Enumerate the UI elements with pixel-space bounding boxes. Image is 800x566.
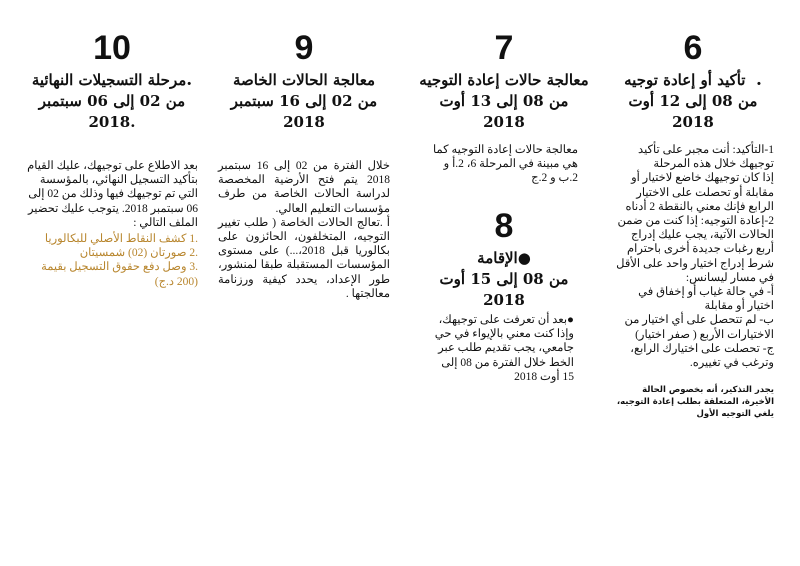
title-line-2: من 08 إلى 15 أوت 2018 xyxy=(439,270,569,309)
step-number: 6 xyxy=(683,29,703,67)
list-item: .3 وصل دفع حقوق التسجيل بقيمة (200 د.ج) xyxy=(41,261,198,288)
step-body: معالجة حالات إعادة التوجيه كما هي مبينة في المرحلة 6، 2.أ و 2.ب و 2.ج xyxy=(433,144,578,185)
step-body xyxy=(218,159,390,301)
title-bullet: . xyxy=(186,70,193,90)
title-line-2: من 08 إلى 12 أوت 2018 xyxy=(628,92,758,131)
paragraph: ج- تحصلت على اختيارك الرابع، وترغب في تغييره. xyxy=(630,342,774,370)
step-number: 8 xyxy=(494,207,514,245)
step-body xyxy=(612,143,774,370)
title-bullet: ● xyxy=(517,249,531,267)
paragraph: أ .تعالج الحالات الخاصة ( طلب تغيير التوجيه، المتخلفون، الحائزون على بكالوريا قبل 2018،...) على مستوى المؤسسات المستقبلة طبقا لمنشور، طور الإعداد، يحدد كيفية ورزنامة معالجتها . xyxy=(218,216,390,300)
title-line-2: من 02 إلى 06 سبتمبر xyxy=(38,92,186,110)
step-title xyxy=(26,70,198,133)
step-body: بعد الاطلاع على توجيهك، عليك القيام بتأكيد التسجيل النهائي، بالمؤسسة التي تم توجيهك فيها وذلك من 02 إلى 06 سبتمبر 2018. يتوجب عليك تحضير الملف التالي : xyxy=(27,160,198,229)
title-line-1: تأكيد أو إعادة توجيه xyxy=(624,71,746,89)
title-bullet: . xyxy=(755,70,762,90)
paragraph: 1-التأكيد: أنت مجبر على تأكيد توجيهك خلال هذه المرحلة xyxy=(638,144,774,171)
title-line-1: الإقامة xyxy=(477,249,518,267)
title-line-1: معالجة حالات إعادة التوجيه xyxy=(419,71,589,89)
step-title xyxy=(612,70,774,133)
step-number: 10 xyxy=(93,29,131,67)
step-number: 7 xyxy=(494,29,514,67)
required-documents-list xyxy=(26,232,198,289)
paragraph: 2-إعادة التوجيه: إذا كنت من ضمن الحالات الآتية، يجب عليك إدراج أربع رغبات جديدة أخرى باحترام شرط إدراج اختيار واحد على الأقل في مسار ليسانس: xyxy=(616,215,774,284)
title-line-3: 2018 xyxy=(283,113,325,131)
title-line-2: من 08 إلى 13 أوت 2018 xyxy=(439,92,569,131)
paragraph: أ- في حالة غياب أو إخفاق في اختيار أو مقابلة xyxy=(638,286,774,313)
list-item: .2 صورتان (02) شمسيتان xyxy=(79,247,198,260)
column-step-9 xyxy=(218,30,390,301)
title-line-1: مرحلة التسجيلات النهائية xyxy=(31,71,187,89)
column-step-7 xyxy=(418,30,590,186)
paragraph: ب- لم تتحصل على أي اختيار من الاختيارات الأربع ( صفر اختيار) xyxy=(624,314,774,341)
step-body: ●بعد أن تعرفت على توجيهك، وإذا كنت معني بالإيواء في حي جامعي، يجب تقديم طلب عبر الخط خلال الفترة من 08 إلى 15 أوت 2018 xyxy=(434,314,574,383)
step-title xyxy=(418,70,590,133)
step-title xyxy=(218,70,390,133)
paragraph: خلال الفترة من 02 إلى 16 سبتمبر 2018 يتم فتح الأرضية المخصصة لدراسة الحالات الخاصة من طرف مؤسسات التعليم العالي. xyxy=(218,160,390,215)
paragraph: إذا كان توجيهك خاضع لاختيار أو مقابلة أو تحصلت على الاختيار الرابع فإنك معني بالنقطة 2 أدناه xyxy=(625,172,774,213)
column-step-10 xyxy=(26,30,198,289)
title-line-1: معالجة الحالات الخاصة xyxy=(232,71,376,89)
column-step-6 xyxy=(612,30,774,420)
reminder-note: يجدر التذكير، أنه بخصوص الحالة الأخيرة، المتعلقة بطلب إعادة التوجيه، يلغي التوجيه الأول xyxy=(616,385,774,420)
column-step-8 xyxy=(418,208,590,384)
list-item: .1 كشف النقاط الأصلي للبكالوريا xyxy=(44,233,198,246)
title-line-2: من 02 إلى 16 سبتمبر xyxy=(230,92,378,110)
step-number: 9 xyxy=(294,29,314,67)
title-line-3: .2018 xyxy=(88,113,136,131)
step-title xyxy=(418,248,590,311)
